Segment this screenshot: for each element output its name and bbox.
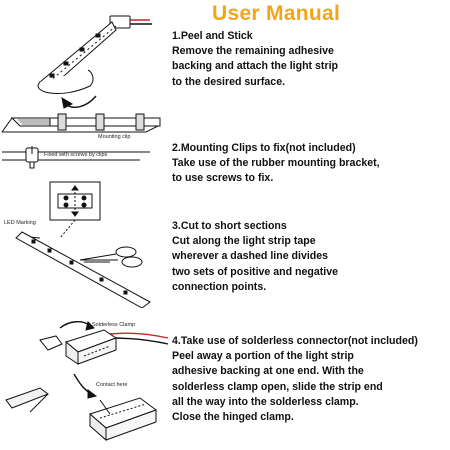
- contact-here-label: Contact here: [96, 382, 128, 388]
- step-3-line: wherever a dashed line divides: [172, 250, 329, 263]
- step-4-line: all the way into the solderless clamp.: [172, 395, 359, 408]
- step-3-line: Cut along the light strip tape: [172, 235, 316, 248]
- step-3: [172, 219, 338, 295]
- step-2-line: Take use of the rubber mounting bracket,: [172, 157, 380, 170]
- fixed-with-screws-label: Fixed with screws by clips: [44, 152, 108, 158]
- step-4-heading: 4.Take use of solderless connector(not included): [172, 335, 418, 347]
- page-title: User Manual: [212, 2, 341, 25]
- step-1: [172, 29, 338, 90]
- step-4-line: Close the hinged clamp.: [172, 411, 294, 424]
- solderless-connector-illustration: [0, 314, 172, 450]
- step-1-heading: 1.Peel and Stick: [172, 30, 253, 42]
- step-4-line: adhesive backing at one end. With the: [172, 365, 364, 378]
- step-3-heading: 3.Cut to short sections: [172, 220, 287, 232]
- step-1-line: backing and attach the light strip: [172, 60, 338, 73]
- cut-sections-illustration: [0, 178, 170, 308]
- step-1-line: to the desired surface.: [172, 75, 286, 88]
- step-3-line: connection points.: [172, 280, 267, 293]
- step-4: [172, 334, 418, 425]
- step-4-line: solderless clamp open, slide the strip end: [172, 380, 383, 393]
- step-4-line: Peel away a portion of the light strip: [172, 350, 354, 363]
- mounting-clips-illustration: [0, 108, 170, 180]
- mounting-clip-label: Mounting clip: [98, 134, 131, 140]
- step-1-line: Remove the remaining adhesive: [172, 45, 334, 58]
- step-2-line: to use screws to fix.: [172, 172, 274, 185]
- step-2: [172, 141, 380, 187]
- led-marking-label: LED Marking: [4, 220, 36, 226]
- step-3-line: two sets of positive and negative: [172, 265, 339, 278]
- step-2-heading: 2.Mounting Clips to fix(not included): [172, 142, 356, 154]
- solderless-clamp-label: Solderless Clamp: [92, 322, 136, 328]
